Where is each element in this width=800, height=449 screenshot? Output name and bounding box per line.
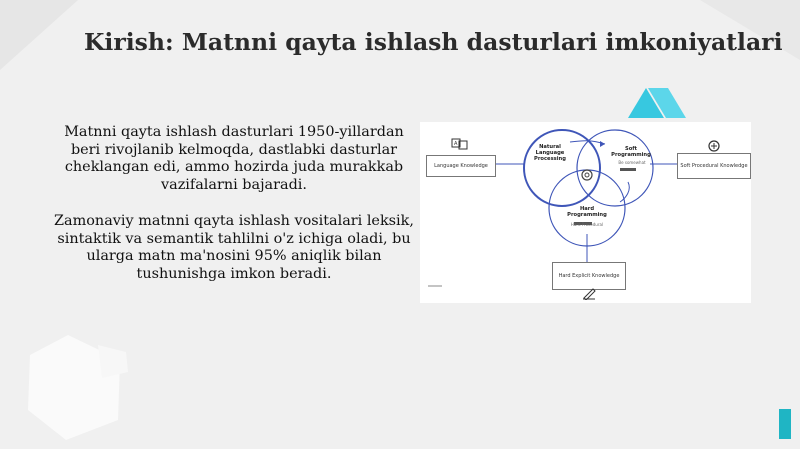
language-knowledge-label: Language Knowledge — [434, 163, 488, 169]
soft-procedural-knowledge-label: Soft Procedural Knowledge — [680, 163, 748, 169]
nlp-label: Natural Language Processing — [534, 144, 566, 162]
logo-triangle-icon — [628, 86, 688, 126]
soft-procedural-knowledge-box — [677, 153, 751, 179]
hard-programming-label: Hard Programming — [567, 206, 607, 218]
hard-programming-sub: Hard Procedural — [570, 222, 604, 227]
paragraph-modern-tools: Zamonaviy matnni qayta ishlash vositalari leksik, sintaktik va semantik tahlilni o'z ichiga oladi, bu ularga matn ma'nosini 95% aniqlik bilan tushunishga imkon beradi. — [54, 213, 414, 282]
nlp-venn-figure — [420, 122, 751, 303]
soft-programming-label: Soft Programming — [611, 146, 651, 158]
brain-gear-icon — [707, 139, 721, 153]
svg-text:A: A — [454, 141, 458, 147]
openai-logo-icon — [580, 168, 594, 182]
soft-programming-sub: Be somewhat — [618, 160, 646, 165]
accent-bar — [779, 409, 791, 439]
language-icon — [451, 138, 469, 150]
pencil-ruler-icon — [582, 286, 596, 300]
hard-explicit-knowledge-label: Hard Explicit Knowledge — [558, 273, 620, 279]
language-knowledge-box — [426, 155, 496, 177]
paragraph-history: Matnni qayta ishlash dasturlari 1950-yillardan beri rivojlanib kelmoqda, dastlabki dasturlar cheklangan edi, ammo hozirda juda murakkab vazifalarni bajaradi. — [64, 124, 404, 193]
slide-title: Kirish: Matnni qayta ishlash dasturlari imkoniyatlari — [84, 28, 783, 56]
